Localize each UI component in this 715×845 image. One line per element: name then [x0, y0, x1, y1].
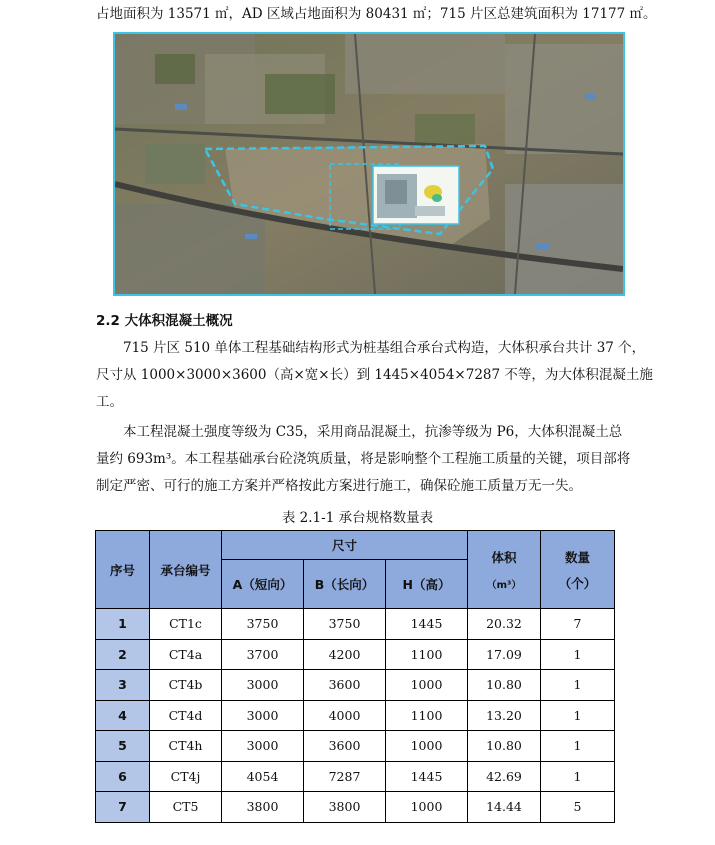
- cell-b: 4200: [304, 639, 386, 670]
- paragraph-2-line: 制定严密、可行的施工方案并严格按此方案进行施工，确保砼施工质量万无一失。: [96, 478, 582, 494]
- header-count: [541, 531, 615, 609]
- cell-a: 3700: [222, 639, 304, 670]
- paragraph-1: [96, 335, 661, 416]
- cell-volume: 20.32: [468, 609, 541, 640]
- cell-code: CT4h: [150, 731, 222, 762]
- cell-a: 3000: [222, 700, 304, 731]
- cell-b: 3750: [304, 609, 386, 640]
- cell-a: 4054: [222, 761, 304, 792]
- header-volume-unit: （m³）: [486, 580, 522, 591]
- cell-volume: 13.20: [468, 700, 541, 731]
- header-count-label: 数量: [564, 549, 590, 565]
- cell-count: 1: [541, 639, 615, 670]
- header-volume-label: 体积: [491, 550, 517, 565]
- header-size: 尺寸: [222, 531, 468, 560]
- table-row: [96, 609, 615, 640]
- cell-index: 4: [96, 700, 150, 731]
- table-row: [96, 792, 615, 823]
- header-h: H（高）: [386, 560, 468, 609]
- paragraph-2: [96, 419, 661, 500]
- table-row: [96, 639, 615, 670]
- cell-code: CT4a: [150, 639, 222, 670]
- header-volume: [468, 531, 541, 609]
- paragraph-1-line: 尺寸从 1000×3000×3600（高×宽×长）到 1445×4054×7287 不等，为大体积混凝土施: [96, 367, 653, 383]
- header-count-unit: （个）: [558, 575, 597, 591]
- header-code: 承台编号: [150, 531, 222, 609]
- paragraph-2-line: 量约 693m³。本工程基础承台砼浇筑质量，将是影响整个工程施工质量的关键，项目部将: [96, 451, 631, 467]
- cell-h: 1000: [386, 670, 468, 701]
- cell-code: CT1c: [150, 609, 222, 640]
- cell-h: 1000: [386, 731, 468, 762]
- cell-volume: 10.80: [468, 731, 541, 762]
- header-index: 序号: [96, 531, 150, 609]
- cell-volume: 14.44: [468, 792, 541, 823]
- cell-volume: 10.80: [468, 670, 541, 701]
- cell-index: 2: [96, 639, 150, 670]
- table-row: [96, 700, 615, 731]
- table-row: [96, 731, 615, 762]
- satellite-image: [115, 34, 623, 294]
- cell-b: 3600: [304, 670, 386, 701]
- cell-h: 1100: [386, 639, 468, 670]
- pile-cap-spec-table: [95, 530, 615, 823]
- section-heading: 2.2 大体积混凝土概况: [96, 313, 233, 329]
- paragraph-2-line: 本工程混凝土强度等级为 C35，采用商品混凝土，抗渗等级为 P6，大体积混凝土总: [123, 424, 623, 440]
- table-row: [96, 761, 615, 792]
- cell-h: 1000: [386, 792, 468, 823]
- cell-code: CT4d: [150, 700, 222, 731]
- cell-h: 1100: [386, 700, 468, 731]
- cell-volume: 17.09: [468, 639, 541, 670]
- cell-h: 1445: [386, 609, 468, 640]
- intro-line: 占地面积为 13571 ㎡，AD 区域占地面积为 80431 ㎡；715 片区总建筑面积为 17177 ㎡。: [96, 6, 657, 22]
- cell-b: 3600: [304, 731, 386, 762]
- cell-index: 1: [96, 609, 150, 640]
- cell-a: 3800: [222, 792, 304, 823]
- cell-index: 3: [96, 670, 150, 701]
- cell-count: 1: [541, 700, 615, 731]
- cell-index: 6: [96, 761, 150, 792]
- cell-b: 7287: [304, 761, 386, 792]
- table-row: [96, 670, 615, 701]
- cell-code: CT4j: [150, 761, 222, 792]
- cell-count: 7: [541, 609, 615, 640]
- cell-count: 5: [541, 792, 615, 823]
- cell-code: CT5: [150, 792, 222, 823]
- header-a: A（短向）: [222, 560, 304, 609]
- cell-count: 1: [541, 731, 615, 762]
- cell-code: CT4b: [150, 670, 222, 701]
- cell-b: 3800: [304, 792, 386, 823]
- header-b: B（长向）: [304, 560, 386, 609]
- paragraph-1-line: 工。: [96, 394, 123, 410]
- cell-a: 3750: [222, 609, 304, 640]
- cell-a: 3000: [222, 670, 304, 701]
- table-caption: 表 2.1-1 承台规格数量表: [281, 510, 434, 526]
- aerial-site-map: [113, 32, 625, 296]
- paragraph-1-line: 715 片区 510 单体工程基础结构形式为桩基组合承台式构造，大体积承台共计 37 个，: [123, 340, 646, 356]
- cell-index: 7: [96, 792, 150, 823]
- cell-count: 1: [541, 670, 615, 701]
- cell-volume: 42.69: [468, 761, 541, 792]
- cell-a: 3000: [222, 731, 304, 762]
- cell-count: 1: [541, 761, 615, 792]
- cell-b: 4000: [304, 700, 386, 731]
- cell-h: 1445: [386, 761, 468, 792]
- cell-index: 5: [96, 731, 150, 762]
